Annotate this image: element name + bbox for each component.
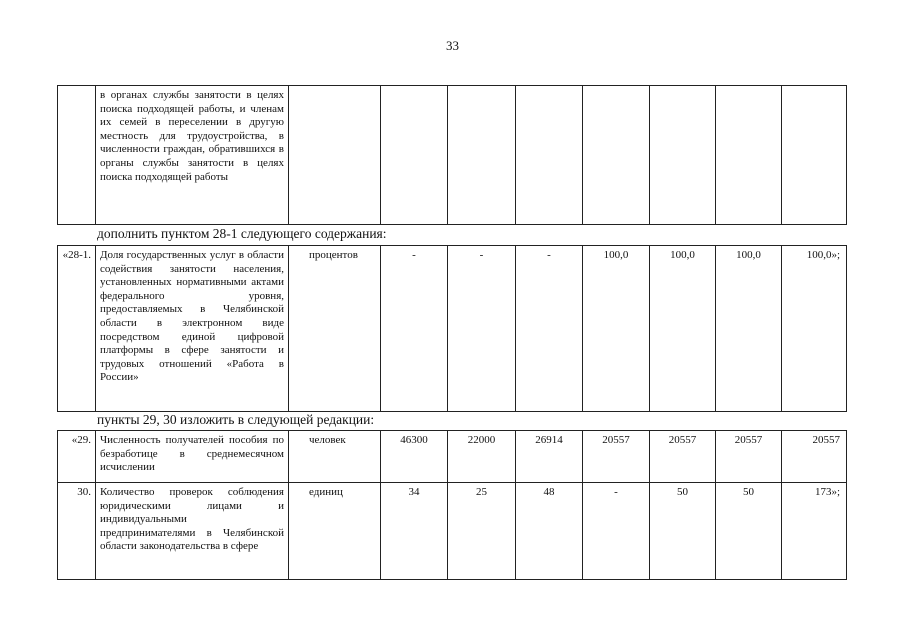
value-cell: 50 — [715, 483, 781, 579]
value-cell — [380, 86, 447, 224]
amendment-instruction: пункты 29, 30 изложить в следующей редакции: — [97, 412, 375, 427]
row-number: «29. — [71, 434, 91, 446]
value-cell: 34 — [380, 483, 447, 579]
value-cell: 25 — [447, 483, 515, 579]
value-cell: 20557 — [649, 431, 715, 482]
value-cell — [582, 86, 649, 224]
table-row-continuation — [57, 85, 847, 225]
value-cell: 100,0 — [649, 246, 715, 411]
value-cell: 100,0»; — [781, 246, 846, 411]
unit-of-measure: процентов — [288, 246, 380, 411]
unit-of-measure: единиц — [288, 483, 380, 579]
indicator-description: Численность получателей пособия по безработице в среднемесячном исчислении — [95, 431, 288, 482]
value-cell: - — [515, 246, 582, 411]
value-cell: 20557 — [781, 431, 846, 482]
row-number: «28-1. — [62, 249, 91, 261]
value-cell: 22000 — [447, 431, 515, 482]
value-cell: - — [447, 246, 515, 411]
value-cell — [649, 86, 715, 224]
value-cell: 48 — [515, 483, 582, 579]
value-cell: 100,0 — [715, 246, 781, 411]
value-cell: 100,0 — [582, 246, 649, 411]
value-cell — [715, 86, 781, 224]
value-cell — [447, 86, 515, 224]
value-cell: 50 — [649, 483, 715, 579]
indicator-description: в органах службы занятости в целях поиска подходящей работы, и членам их семей в переселении в другую местность для трудоустройства, в численности граждан, обратившихся в органы службы занятости в целях поиска подходящей работы — [95, 86, 288, 224]
table-row-28-1 — [57, 245, 847, 412]
amendment-instruction: дополнить пунктом 28-1 следующего содержания: — [97, 226, 387, 241]
row-number — [58, 86, 95, 224]
value-cell: 20557 — [715, 431, 781, 482]
indicator-description: Количество проверок соблюдения юридическими лицами и индивидуальными предпринимателями в Челябинской области законодательства в сфере — [95, 483, 288, 579]
value-cell: - — [380, 246, 447, 411]
unit-of-measure: человек — [288, 431, 380, 482]
value-cell: 173»; — [781, 483, 846, 579]
value-cell: 20557 — [582, 431, 649, 482]
indicator-description: Доля государственных услуг в области содействия занятости населения, установленных нормативными актами федерального уровня, предоставляемых в Челябинской области в электронном виде посредством единой цифровой платформы в сфере занятости и трудовых отношений «Работа в России» — [95, 246, 288, 411]
value-cell — [515, 86, 582, 224]
table-row-30 — [57, 483, 847, 580]
unit-of-measure — [288, 86, 380, 224]
value-cell: 26914 — [515, 431, 582, 482]
page-number: 33 — [446, 38, 459, 53]
value-cell: - — [582, 483, 649, 579]
table-row-29 — [57, 430, 847, 483]
row-number: 30. — [77, 486, 91, 498]
value-cell — [781, 86, 846, 224]
value-cell: 46300 — [380, 431, 447, 482]
